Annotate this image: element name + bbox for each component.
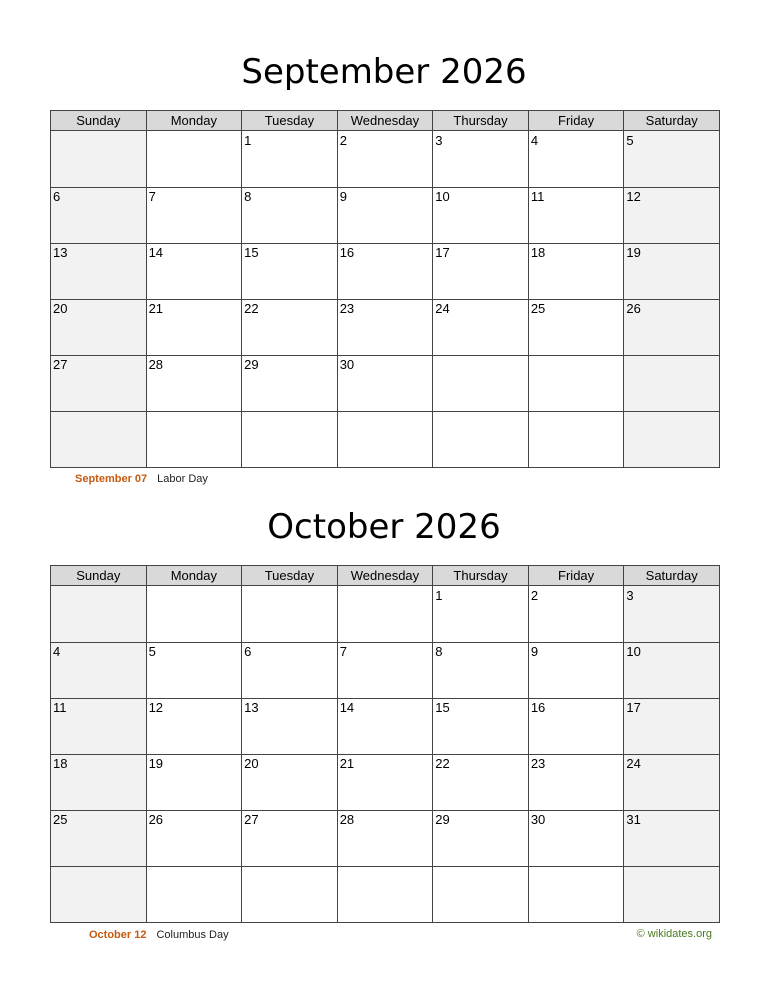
day-cell [624, 412, 720, 468]
day-cell: 24 [433, 300, 529, 356]
day-cell: 26 [146, 811, 242, 867]
day-cell: 10 [433, 188, 529, 244]
day-cell: 29 [433, 811, 529, 867]
day-cell: 28 [337, 811, 433, 867]
weekday-header: Friday [528, 111, 624, 131]
week-row [51, 188, 720, 244]
day-cell: 30 [528, 811, 624, 867]
day-cell: 21 [337, 755, 433, 811]
day-cell: 7 [146, 188, 242, 244]
weekday-header: Sunday [51, 566, 147, 586]
weekday-header: Saturday [624, 111, 720, 131]
day-cell: 3 [624, 586, 720, 643]
day-cell: 22 [242, 300, 338, 356]
day-cell [433, 412, 529, 468]
day-cell [433, 356, 529, 412]
day-cell: 5 [624, 131, 720, 188]
day-cell: 20 [51, 300, 147, 356]
day-cell: 22 [433, 755, 529, 811]
day-cell: 28 [146, 356, 242, 412]
day-cell: 6 [51, 188, 147, 244]
day-cell: 23 [528, 755, 624, 811]
day-cell [624, 356, 720, 412]
weekday-header: Sunday [51, 111, 147, 131]
month-title: October 2026 [267, 507, 501, 547]
week-row [51, 699, 720, 755]
weekday-header: Tuesday [242, 111, 338, 131]
day-cell: 11 [51, 699, 147, 755]
day-cell [337, 412, 433, 468]
day-cell [528, 356, 624, 412]
day-cell: 16 [337, 244, 433, 300]
week-row [51, 811, 720, 867]
day-cell: 4 [528, 131, 624, 188]
day-cell: 12 [146, 699, 242, 755]
day-cell: 10 [624, 643, 720, 699]
day-cell: 15 [242, 244, 338, 300]
day-cell [624, 867, 720, 923]
day-cell [528, 867, 624, 923]
holiday-name: Labor Day [157, 473, 208, 485]
week-row [51, 244, 720, 300]
day-cell: 4 [51, 643, 147, 699]
day-cell [51, 412, 147, 468]
day-cell [242, 412, 338, 468]
day-cell [528, 412, 624, 468]
day-cell: 13 [242, 699, 338, 755]
day-cell: 8 [242, 188, 338, 244]
day-cell: 16 [528, 699, 624, 755]
day-cell: 2 [528, 586, 624, 643]
weekday-header: Wednesday [337, 566, 433, 586]
weekday-header-row [51, 566, 720, 586]
day-cell [146, 131, 242, 188]
day-cell: 8 [433, 643, 529, 699]
holiday-name: Columbus Day [156, 929, 229, 941]
day-cell: 26 [624, 300, 720, 356]
day-cell: 17 [624, 699, 720, 755]
day-cell: 14 [337, 699, 433, 755]
day-cell: 11 [528, 188, 624, 244]
day-cell: 3 [433, 131, 529, 188]
day-cell [146, 867, 242, 923]
day-cell: 21 [146, 300, 242, 356]
week-row [51, 867, 720, 923]
day-cell: 12 [624, 188, 720, 244]
day-cell: 31 [624, 811, 720, 867]
calendar-grid [50, 110, 720, 468]
day-cell [51, 131, 147, 188]
week-row [51, 131, 720, 188]
holiday-note [75, 472, 208, 486]
weekday-header: Monday [146, 566, 242, 586]
holiday-date: October 12 [89, 929, 147, 941]
day-cell: 27 [51, 356, 147, 412]
day-cell: 15 [433, 699, 529, 755]
day-cell: 19 [146, 755, 242, 811]
holiday-date: September 07 [75, 473, 148, 485]
credit-link[interactable]: © wikidates.org [636, 928, 712, 940]
day-cell: 18 [528, 244, 624, 300]
day-cell: 2 [337, 131, 433, 188]
day-cell: 1 [433, 586, 529, 643]
weekday-header: Friday [528, 566, 624, 586]
weekday-header: Thursday [433, 111, 529, 131]
day-cell: 6 [242, 643, 338, 699]
week-row [51, 300, 720, 356]
day-cell [51, 867, 147, 923]
day-cell [146, 412, 242, 468]
day-cell: 17 [433, 244, 529, 300]
day-cell: 9 [528, 643, 624, 699]
weekday-header: Tuesday [242, 566, 338, 586]
weekday-header: Thursday [433, 566, 529, 586]
day-cell [433, 867, 529, 923]
day-cell: 9 [337, 188, 433, 244]
day-cell: 23 [337, 300, 433, 356]
day-cell: 14 [146, 244, 242, 300]
day-cell: 19 [624, 244, 720, 300]
day-cell: 25 [51, 811, 147, 867]
day-cell [146, 586, 242, 643]
day-cell: 30 [337, 356, 433, 412]
day-cell: 20 [242, 755, 338, 811]
day-cell [242, 867, 338, 923]
day-cell: 25 [528, 300, 624, 356]
day-cell: 1 [242, 131, 338, 188]
day-cell: 24 [624, 755, 720, 811]
day-cell: 7 [337, 643, 433, 699]
week-row [51, 755, 720, 811]
day-cell: 27 [242, 811, 338, 867]
week-row [51, 356, 720, 412]
week-row [51, 643, 720, 699]
weekday-header: Wednesday [337, 111, 433, 131]
week-row [51, 586, 720, 643]
day-cell: 5 [146, 643, 242, 699]
day-cell: 13 [51, 244, 147, 300]
holiday-note [89, 928, 229, 942]
weekday-header-row [51, 111, 720, 131]
weekday-header: Saturday [624, 566, 720, 586]
day-cell: 29 [242, 356, 338, 412]
day-cell: 18 [51, 755, 147, 811]
day-cell [337, 867, 433, 923]
calendar-grid [50, 565, 720, 923]
day-cell [242, 586, 338, 643]
month-title: September 2026 [241, 52, 527, 92]
day-cell [337, 586, 433, 643]
weekday-header: Monday [146, 111, 242, 131]
day-cell [51, 586, 147, 643]
week-row [51, 412, 720, 468]
